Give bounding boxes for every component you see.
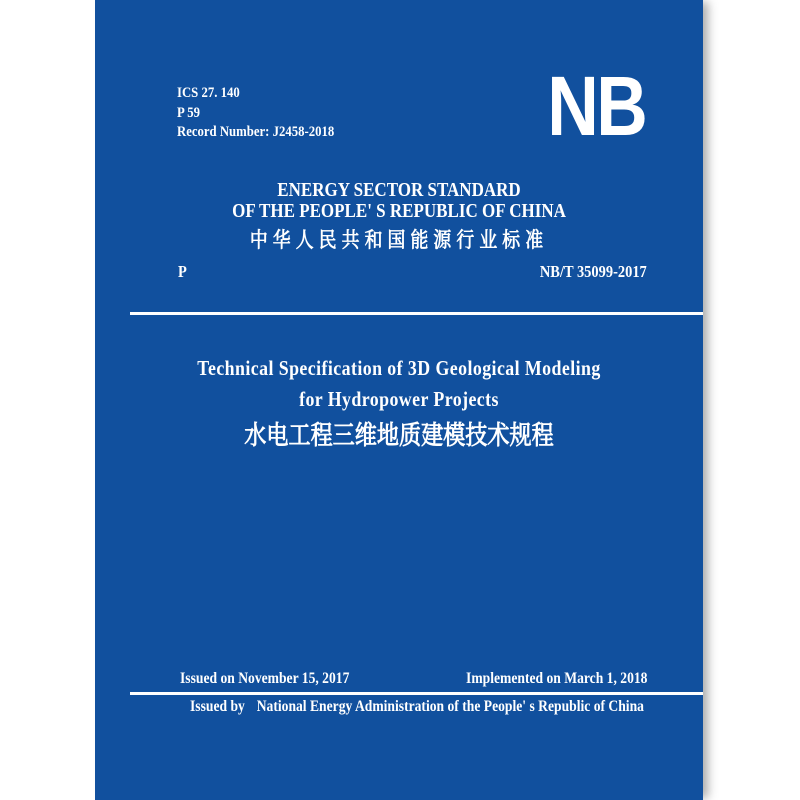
doc-class-code: P 59	[177, 104, 201, 121]
implemented-date: Implemented on March 1, 2018	[465, 670, 647, 687]
cover-blue-panel	[95, 0, 703, 800]
title-en-line2: for Hydropower Projects	[299, 387, 499, 411]
bottom-divider-line	[130, 692, 703, 695]
title-zh: 水电工程三维地质建模技术规程	[244, 420, 554, 450]
record-number: Record Number: J2458-2018	[177, 124, 335, 140]
class-letter: P	[178, 262, 187, 281]
standard-name-en-line2: OF THE PEOPLE' S REPUBLIC OF CHINA	[232, 200, 566, 222]
ics-code: ICS 27. 140	[177, 85, 240, 101]
top-divider-line	[130, 312, 703, 315]
standard-number: NB/T 35099-2017	[540, 262, 647, 281]
nb-logo: NB	[546, 59, 645, 153]
title-en-line1: Technical Specification of 3D Geological Modeling	[197, 356, 601, 380]
ics-block	[177, 84, 334, 143]
issued-date: Issued on November 15, 2017	[180, 670, 350, 687]
issued-by-row	[190, 699, 644, 715]
issued-by-value: National Energy Administration of the People' s Republic of China	[256, 698, 644, 715]
standard-name-zh: 中华人民共和国能源行业标准	[249, 229, 549, 252]
standard-name-en-line1: ENERGY SECTOR STANDARD	[277, 179, 521, 201]
issued-by-label: Issued by	[190, 698, 245, 715]
